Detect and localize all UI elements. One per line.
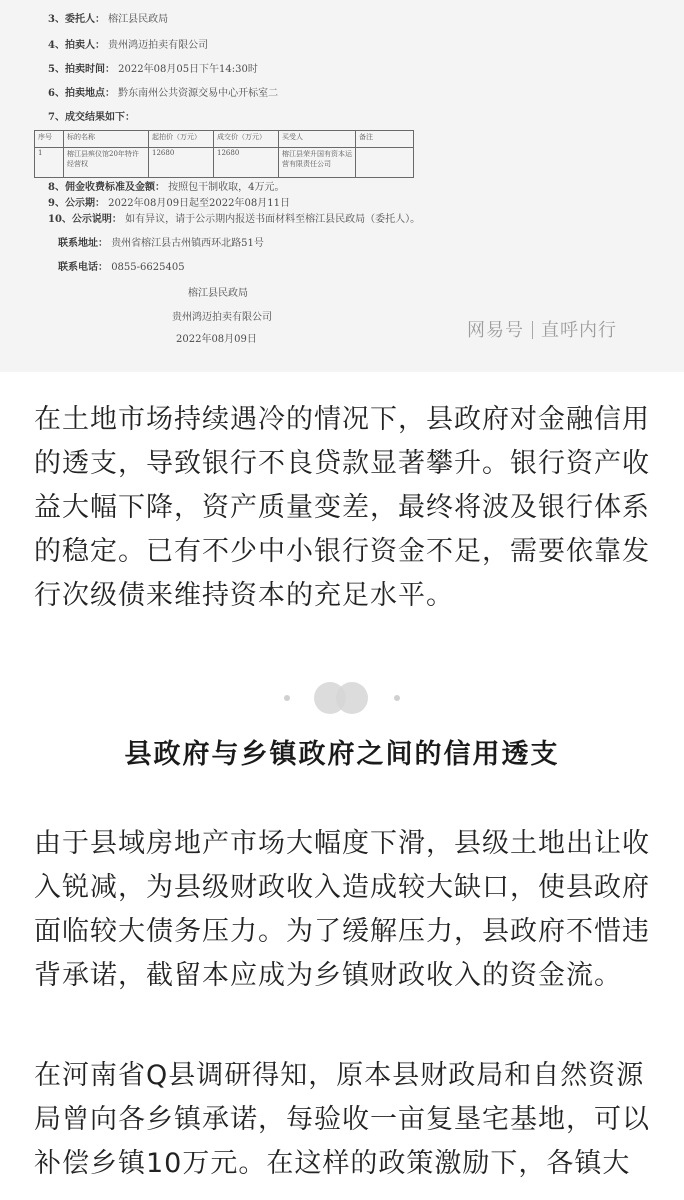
table-header-cell: 标的名称 bbox=[64, 131, 149, 148]
watermark-author: 直呼内行 bbox=[541, 320, 617, 341]
doc-item-9: 9、公示期： 2022年08月09日起至2022年08月11日 bbox=[48, 198, 290, 209]
section-divider bbox=[0, 676, 684, 720]
signature-org-2: 贵州鸿迈拍卖有限公司 bbox=[172, 312, 272, 323]
table-cell bbox=[356, 148, 414, 178]
table-row bbox=[35, 148, 414, 178]
divider-dot-left bbox=[284, 695, 290, 701]
table-cell: 1 bbox=[35, 148, 64, 178]
table-cell: 榕江县荣升国有资本运营有限责任公司 bbox=[279, 148, 356, 178]
doc-item-4: 4、拍卖人： 贵州鸿迈拍卖有限公司 bbox=[48, 40, 209, 51]
signature-date: 2022年08月09日 bbox=[176, 334, 257, 345]
paragraph-3: 在河南省Q县调研得知，原本县财政局和自然资源局曾向各乡镇承诺，每验收一亩复垦宅基地，可以补偿乡镇10万元。在这样的政策激励下，各镇大 bbox=[34, 1060, 650, 1179]
doc-item-10: 10、公示说明： 如有异议，请于公示期内报送书面材料至榕江县民政局（委托人）。 bbox=[48, 214, 421, 225]
signature-org-1: 榕江县民政局 bbox=[188, 288, 248, 299]
table-cell: 12680 bbox=[149, 148, 214, 178]
section-heading: 县政府与乡镇政府之间的信用透支 bbox=[124, 739, 560, 770]
doc-item-6: 6、拍卖地点： 黔东南州公共资源交易中心开标室二 bbox=[48, 88, 279, 99]
divider-dot-right bbox=[394, 695, 400, 701]
watermark bbox=[467, 316, 617, 342]
table-cell: 榕江县殡仪馆20年特许经营权 bbox=[64, 148, 149, 178]
table-header-cell: 序号 bbox=[35, 131, 64, 148]
auction-result-table bbox=[34, 130, 414, 178]
table-header-row bbox=[35, 131, 414, 148]
document-image bbox=[0, 0, 684, 372]
watermark-separator bbox=[532, 321, 533, 339]
doc-item-8: 8、佣金收费标准及金额： 按照包干制收取，4万元。 bbox=[48, 182, 285, 193]
doc-item-3: 3、委托人： 榕江县民政局 bbox=[48, 14, 169, 25]
contact-phone: 联系电话： 0855-6625405 bbox=[58, 262, 185, 273]
contact-address: 联系地址： 贵州省榕江县古州镇西环北路51号 bbox=[58, 238, 264, 249]
table-header-cell: 起拍价（万元） bbox=[149, 131, 214, 148]
paragraph-2: 由于县域房地产市场大幅度下滑，县级土地出让收入锐减，为县级财政收入造成较大缺口，使县政府面临较大债务压力。为了缓解压力，县政府不惜违背承诺，截留本应成为乡镇财政收入的资金流。 bbox=[34, 828, 650, 991]
table-header-cell: 备注 bbox=[356, 131, 414, 148]
paragraph-1: 在土地市场持续遇冷的情况下，县政府对金融信用的透支，导致银行不良贷款显著攀升。银行资产收益大幅下降，资产质量变差，最终将波及银行体系的稳定。已有不少中小银行资金不足，需要依靠发行次级债来维持资本的充足水平。 bbox=[34, 404, 650, 611]
table-header-cell: 买受人 bbox=[279, 131, 356, 148]
table-header-cell: 成交价（万元） bbox=[214, 131, 279, 148]
doc-item-5: 5、拍卖时间： 2022年08月05日下午14:30时 bbox=[48, 64, 258, 75]
divider-circle-right bbox=[336, 682, 368, 714]
table-cell: 12680 bbox=[214, 148, 279, 178]
watermark-brand: 网易号 bbox=[467, 320, 524, 341]
doc-item-7: 7、成交结果如下： bbox=[48, 112, 135, 123]
